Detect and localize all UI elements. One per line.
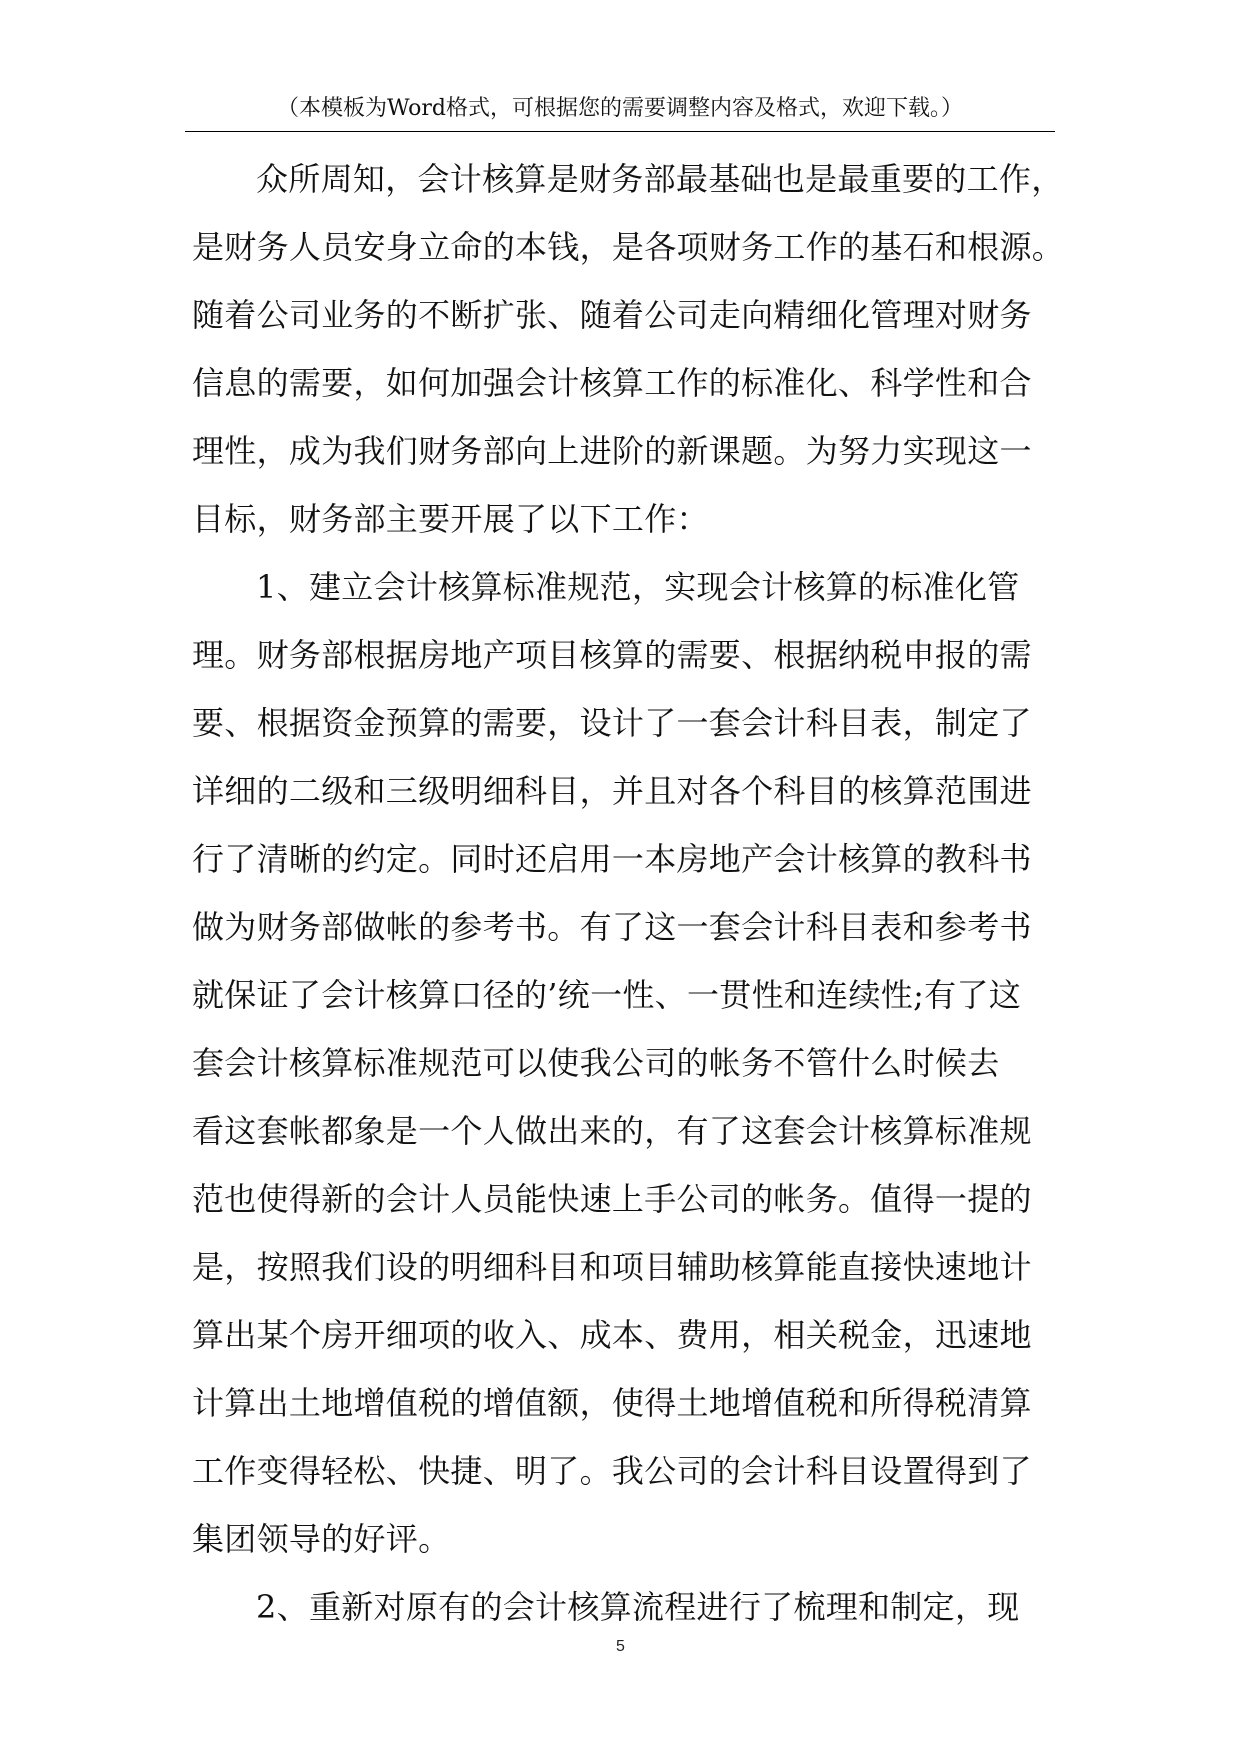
paragraph-line: 1、建立会计核算标准规范，实现会计核算的标准化管	[256, 568, 1020, 606]
paragraph-line: 范也使得新的会计人员能快速上手公司的帐务。值得一提的	[192, 1180, 1032, 1218]
page-header-note: （本模板为Word格式，可根据您的需要调整内容及格式，欢迎下载。）	[277, 96, 963, 121]
paragraph-line: 做为财务部做帐的参考书。有了这一套会计科目表和参考书	[192, 908, 1032, 946]
paragraph-line: 要、根据资金预算的需要，设计了一套会计科目表，制定了	[192, 704, 1032, 742]
paragraph-line: 理性，成为我们财务部向上进阶的新课题。为努力实现这一	[192, 432, 1032, 470]
paragraph-line: 就保证了会计核算口径的’统一性、一贯性和连续性;有了这	[192, 976, 1022, 1014]
paragraph-line: 众所周知，会计核算是财务部最基础也是最重要的工作，	[256, 160, 1064, 198]
paragraph-line: 理。财务部根据房地产项目核算的需要、根据纳税申报的需	[192, 636, 1032, 674]
paragraph-line: 工作变得轻松、快捷、明了。我公司的会计科目设置得到了	[192, 1452, 1032, 1490]
paragraph-line: 随着公司业务的不断扩张、随着公司走向精细化管理对财务	[192, 296, 1032, 334]
document-body	[192, 145, 1092, 1641]
paragraph-line: 集团领导的好评。	[192, 1520, 451, 1558]
paragraph-line: 详细的二级和三级明细科目，并且对各个科目的核算范围进	[192, 772, 1032, 810]
paragraph-line: 2、重新对原有的会计核算流程进行了梳理和制定，现	[256, 1588, 1020, 1626]
header-divider	[185, 131, 1055, 132]
paragraph-line: 套会计核算标准规范可以使我公司的帐务不管什么时候去	[192, 1044, 1000, 1082]
paragraph-line: 信息的需要，如何加强会计核算工作的标准化、科学性和合	[192, 364, 1032, 402]
paragraph-line: 计算出土地增值税的增值额，使得土地增值税和所得税清算	[192, 1384, 1032, 1422]
paragraph-line: 看这套帐都象是一个人做出来的，有了这套会计核算标准规	[192, 1112, 1032, 1150]
paragraph-line: 行了清晰的约定。同时还启用一本房地产会计核算的教科书	[192, 840, 1032, 878]
paragraph-line: 算出某个房开细项的收入、成本、费用，相关税金，迅速地	[192, 1316, 1032, 1354]
paragraph-line: 是，按照我们设的明细科目和项目辅助核算能直接快速地计	[192, 1248, 1032, 1286]
paragraph-line: 目标，财务部主要开展了以下工作：	[192, 500, 709, 538]
paragraph-line: 是财务人员安身立命的本钱，是各项财务工作的基石和根源。	[192, 228, 1065, 266]
page-number: 5	[616, 1638, 625, 1655]
